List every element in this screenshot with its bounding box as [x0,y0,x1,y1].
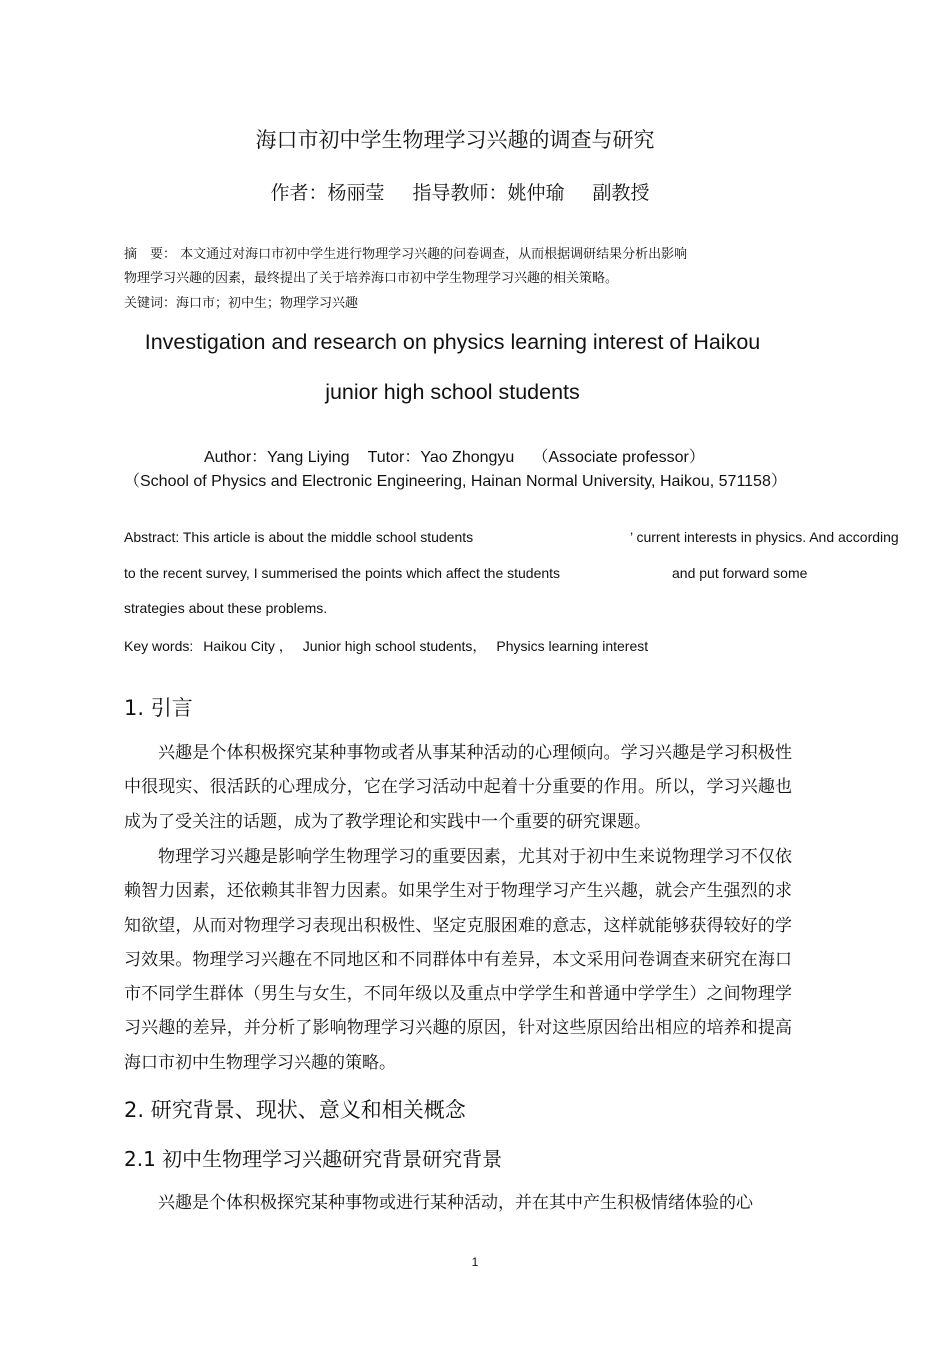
body-paragraph: 兴趣是个体积极探究某种事物或者从事某种活动的心理倾向。学习兴趣是学习积极性中很现实、很活跃的心理成分，它在学习活动中起着十分重要的作用。所以，学习兴趣也成为了受关注的话题，成为了教学理论和实践中一个重要的研究课题。 [124,743,792,832]
english-affiliation: （School of Physics and Electronic Engineering, Hainan Normal University, Haikou, 571158） [124,473,787,490]
english-author: Author：Yang Liying [204,449,350,466]
english-abstract-line-1a: Abstract: This article is about the middle school students [124,529,474,545]
section-heading-background: 2. 研究背景、现状、意义和相关概念 [124,1098,466,1122]
advisor-name: 指导教师：姚仲瑜 [412,182,565,204]
chinese-abstract-line-1: 摘 要： 本文通过对海口市初中学生进行物理学习兴趣的问卷调查，从而根据调研结果分析出影响 [124,247,688,262]
english-abstract-line-1b: ’ current interests in physics. And according [630,529,899,545]
english-keyword: Junior high school students， [302,638,487,654]
subsection-heading: 2.1 初中生物理学习兴趣研究背景研究背景 [124,1147,503,1171]
english-title-line-2: junior high school students [325,380,580,404]
author-byline [0,178,920,205]
body-paragraph: 物理学习兴趣是影响学生物理学习的重要因素，尤其对于初中生来说物理学习不仅依赖智力因素，还依赖其非智力因素。如果学生对于物理学习产生兴趣，就会产生强烈的求知欲望，从而对物理学习表现出积极性、坚定克服困难的意志，这样就能够获得较好的学习效果。物理学习兴趣在不同地区和不同群体中有差异，本文采用问卷调查来研究在海口市不同学生群体（男生与女生，不同年级以及重点中学学生和普通中学学生）之间物理学习兴趣的差异，并分析了影响物理学习兴趣的原因，针对这些原因给出相应的培养和提高海口市初中生物理学习兴趣的策略。 [124,847,792,1073]
english-abstract-line-2a: to the recent survey, I summerised the points which affect the students [124,565,561,581]
page-number: 1 [471,1255,479,1269]
english-rank: （Associate professor） [532,449,705,466]
english-keywords-label: Key words: [124,638,194,654]
chinese-abstract-line-2: 物理学习兴趣的因素，最终提出了关于培养海口市初中学生物理学习兴趣的相关策略。 [124,271,619,286]
body-paragraph: 兴趣是个体积极探究某种事物或进行某种活动，并在其中产生积极情绪体验的心 [158,1193,753,1213]
english-keyword: Physics learning interest [496,638,649,654]
chinese-keywords: 关键词：海口市；初中生；物理学习兴趣 [124,296,359,311]
english-abstract-line-2b: and put forward some [672,565,808,581]
english-author-line [204,444,723,467]
advisor-rank: 副教授 [592,182,650,204]
paper-title: 海口市初中学生物理学习兴趣的调查与研究 [255,128,655,152]
english-keywords [124,636,658,656]
english-title-line-1: Investigation and research on physics learning interest of Haikou [144,330,761,354]
author-name: 作者：杨丽莹 [270,182,385,204]
section-heading-introduction: 1. 引言 [124,696,193,720]
english-abstract-line-3: strategies about these problems. [124,600,328,616]
english-tutor: Tutor：Yao Zhongyu [367,449,515,466]
english-keyword: Haikou City ， [203,638,293,654]
